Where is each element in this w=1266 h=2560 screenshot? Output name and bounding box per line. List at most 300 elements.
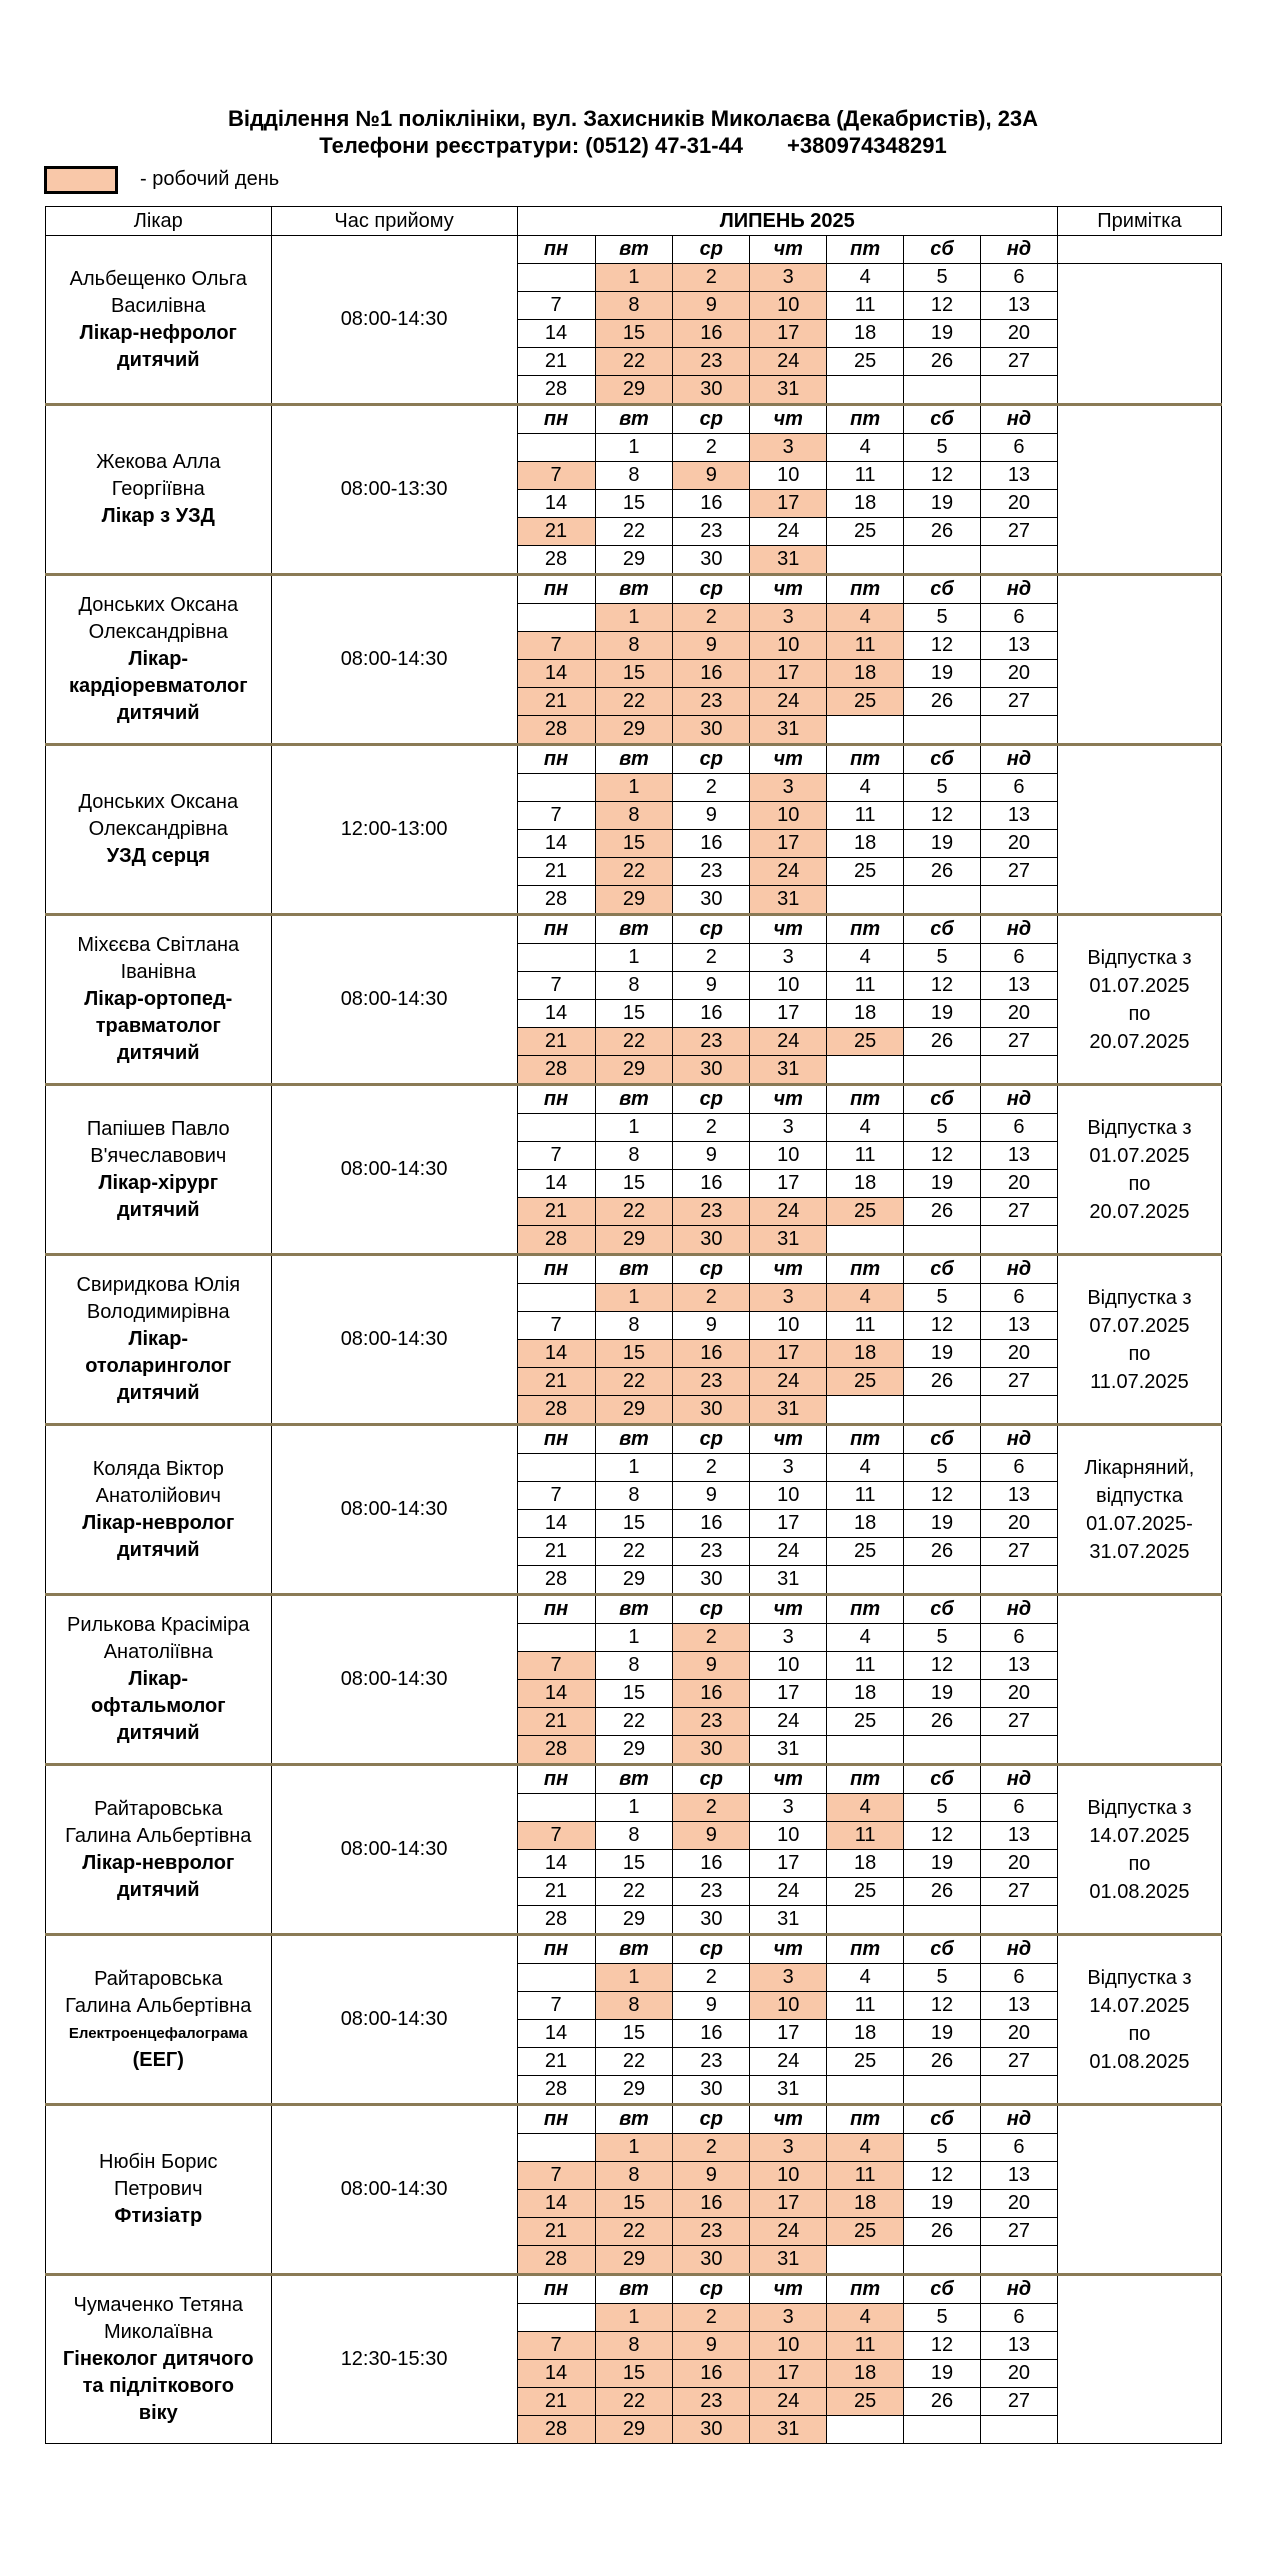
weekday-label: чт <box>750 1595 827 1624</box>
calendar-day: 20 <box>980 1000 1057 1028</box>
doctor-cell <box>46 1765 272 1935</box>
calendar-day: 20 <box>980 490 1057 518</box>
calendar-day: 20 <box>980 2360 1057 2388</box>
calendar-day: 8 <box>595 1482 673 1510</box>
doctor-block-header <box>46 575 1222 604</box>
calendar-day: 26 <box>904 1368 981 1396</box>
doctor-specialty-line: отоларинголог <box>85 1355 232 1377</box>
note-line: Відпустка з <box>1087 1796 1192 1819</box>
weekday-label: нд <box>980 1425 1057 1454</box>
calendar-day: 26 <box>904 858 981 886</box>
calendar-day: 5 <box>904 1114 981 1142</box>
calendar-day: 8 <box>595 1312 673 1340</box>
calendar-day: 23 <box>673 348 750 376</box>
weekday-label: вт <box>595 1765 673 1794</box>
calendar-day: 22 <box>595 348 673 376</box>
calendar-day: 25 <box>827 2218 904 2246</box>
note-line: по <box>1128 1002 1151 1025</box>
calendar-day: 13 <box>980 632 1057 660</box>
calendar-day: 24 <box>750 858 827 886</box>
calendar-day: 9 <box>673 1312 750 1340</box>
calendar-day: 18 <box>827 830 904 858</box>
reception-time: 08:00-14:30 <box>271 1085 517 1255</box>
doctor-cell <box>46 1255 272 1425</box>
calendar-day: 11 <box>827 1652 904 1680</box>
calendar-day: 4 <box>827 774 904 802</box>
calendar-day: 4 <box>827 604 904 632</box>
doctor-specialty-line: дитячий <box>116 1538 200 1561</box>
column-header-month: ЛИПЕНЬ 2025 <box>517 207 1057 236</box>
calendar-day: 10 <box>750 632 827 660</box>
calendar-day: 7 <box>517 802 595 830</box>
calendar-day <box>980 886 1057 915</box>
weekday-label: чт <box>750 405 827 434</box>
reception-time: 08:00-14:30 <box>271 236 517 405</box>
doctor-specialty-line: дитячий <box>116 1042 200 1064</box>
calendar-day <box>517 1114 595 1142</box>
calendar-day: 30 <box>673 2246 750 2275</box>
calendar-day: 6 <box>980 774 1057 802</box>
calendar-day: 8 <box>595 2332 673 2360</box>
calendar-day: 5 <box>904 1964 981 1992</box>
calendar-day: 23 <box>673 1028 750 1056</box>
calendar-day: 16 <box>673 2360 750 2388</box>
calendar-day: 30 <box>673 1566 750 1595</box>
calendar-day: 11 <box>827 1992 904 2020</box>
note-line: Лікарняний, <box>1084 1456 1195 1479</box>
note-cell <box>1057 1595 1221 1765</box>
calendar-day: 2 <box>673 2134 750 2162</box>
calendar-day: 26 <box>904 1028 981 1056</box>
weekday-label: сб <box>904 1595 981 1624</box>
calendar-day: 12 <box>904 1992 981 2020</box>
calendar-day: 2 <box>673 2304 750 2332</box>
calendar-day: 9 <box>673 462 750 490</box>
calendar-day <box>827 2416 904 2444</box>
calendar-day: 2 <box>673 1794 750 1822</box>
calendar-day <box>904 1566 981 1595</box>
doctor-specialty-line: дитячий <box>116 1722 200 1744</box>
calendar-day: 1 <box>595 1114 673 1142</box>
weekday-label: пн <box>517 1765 595 1794</box>
calendar-day: 28 <box>517 1396 595 1425</box>
calendar-day <box>980 1226 1057 1255</box>
calendar-day: 6 <box>980 1624 1057 1652</box>
calendar-day: 6 <box>980 1114 1057 1142</box>
doctor-name-line: Володимирівна <box>86 1301 230 1323</box>
calendar-day: 1 <box>595 2304 673 2332</box>
weekday-label: пн <box>517 1255 595 1284</box>
calendar-day: 15 <box>595 1170 673 1198</box>
weekday-label: вт <box>595 915 673 944</box>
calendar-day: 3 <box>750 1114 827 1142</box>
calendar-day: 16 <box>673 1170 750 1198</box>
calendar-day: 25 <box>827 1708 904 1736</box>
doctor-specialty-line: Лікар- <box>128 1668 189 1690</box>
doctor-name-line: Галина Альбертівна <box>65 1824 252 1847</box>
note-line: по <box>1128 2022 1151 2045</box>
column-header-note: Примітка <box>1057 207 1221 236</box>
calendar-day: 18 <box>827 1850 904 1878</box>
weekday-label: сб <box>904 1085 981 1114</box>
weekday-label: нд <box>980 1085 1057 1114</box>
doctor-specialty-line: віку <box>138 2402 178 2424</box>
calendar-day: 28 <box>517 1736 595 1765</box>
weekday-label: нд <box>980 1935 1057 1964</box>
note-cell <box>1057 2105 1221 2275</box>
calendar-day: 14 <box>517 830 595 858</box>
doctor-cell <box>46 1935 272 2105</box>
calendar-day: 7 <box>517 2332 595 2360</box>
weekday-label: пн <box>517 915 595 944</box>
calendar-day: 13 <box>980 1142 1057 1170</box>
weekday-label: пт <box>827 2105 904 2134</box>
calendar-day: 3 <box>750 2134 827 2162</box>
calendar-day: 16 <box>673 320 750 348</box>
calendar-day: 21 <box>517 1198 595 1226</box>
calendar-day: 12 <box>904 1142 981 1170</box>
calendar-day: 8 <box>595 1142 673 1170</box>
calendar-day: 11 <box>827 462 904 490</box>
calendar-day: 10 <box>750 802 827 830</box>
weekday-label: пт <box>827 1935 904 1964</box>
calendar-day <box>904 1226 981 1255</box>
calendar-day: 14 <box>517 1680 595 1708</box>
calendar-day: 1 <box>595 2134 673 2162</box>
phone-label: Телефони реєстратури: (0512) 47-31-44 <box>319 133 744 158</box>
calendar-day: 24 <box>750 2218 827 2246</box>
doctor-cell <box>46 2275 272 2444</box>
weekday-label: ср <box>673 575 750 604</box>
calendar-day: 19 <box>904 490 981 518</box>
calendar-day: 4 <box>827 1794 904 1822</box>
calendar-day: 14 <box>517 1000 595 1028</box>
calendar-day: 25 <box>827 518 904 546</box>
calendar-day: 18 <box>827 1680 904 1708</box>
calendar-day: 27 <box>980 2388 1057 2416</box>
calendar-day: 10 <box>750 2332 827 2360</box>
calendar-day: 30 <box>673 2076 750 2105</box>
calendar-day: 18 <box>827 660 904 688</box>
calendar-day: 1 <box>595 1794 673 1822</box>
note-line: Відпустка з <box>1087 946 1192 969</box>
doctor-name-line: Папішев Павло <box>86 1117 230 1140</box>
calendar-day: 6 <box>980 1284 1057 1312</box>
calendar-day: 6 <box>980 604 1057 632</box>
calendar-day <box>517 1794 595 1822</box>
note-cell <box>1057 405 1221 575</box>
calendar-day: 14 <box>517 2190 595 2218</box>
phones-line <box>0 133 1266 159</box>
calendar-day: 9 <box>673 1482 750 1510</box>
calendar-day: 7 <box>517 1822 595 1850</box>
weekday-label: пт <box>827 745 904 774</box>
calendar-day: 30 <box>673 1396 750 1425</box>
calendar-day: 4 <box>827 264 904 292</box>
calendar-day: 13 <box>980 2332 1057 2360</box>
calendar-day: 8 <box>595 462 673 490</box>
calendar-day: 24 <box>750 1708 827 1736</box>
calendar-day: 5 <box>904 1454 981 1482</box>
calendar-day: 22 <box>595 1028 673 1056</box>
calendar-day: 22 <box>595 2048 673 2076</box>
weekday-label: нд <box>980 1255 1057 1284</box>
calendar-day: 2 <box>673 1624 750 1652</box>
phone-mobile: +380974348291 <box>787 133 947 158</box>
calendar-day: 15 <box>595 1680 673 1708</box>
doctor-specialty-line: дитячий <box>116 1198 200 1221</box>
calendar-day: 13 <box>980 1652 1057 1680</box>
calendar-day: 25 <box>827 1028 904 1056</box>
doctor-name-line: В'ячеславович <box>90 1144 227 1167</box>
doctor-block-header <box>46 745 1222 774</box>
calendar-day <box>517 264 595 292</box>
weekday-label: ср <box>673 1085 750 1114</box>
calendar-day: 6 <box>980 1964 1057 1992</box>
calendar-day: 24 <box>750 688 827 716</box>
doctor-specialty-line: Лікар-хірург <box>98 1171 219 1194</box>
doctor-name-line: Коляда Віктор <box>92 1457 224 1480</box>
calendar-day: 17 <box>750 320 827 348</box>
calendar-day: 25 <box>827 1368 904 1396</box>
calendar-day: 23 <box>673 518 750 546</box>
calendar-day: 14 <box>517 1340 595 1368</box>
calendar-day: 1 <box>595 434 673 462</box>
calendar-day: 27 <box>980 348 1057 376</box>
weekday-label: пн <box>517 575 595 604</box>
note-cell <box>1057 745 1221 915</box>
calendar-day: 26 <box>904 518 981 546</box>
calendar-day: 15 <box>595 320 673 348</box>
note-cell <box>1057 264 1221 405</box>
doctor-specialty-line: Електроенцефалограма <box>68 2024 248 2042</box>
page-title: Відділення №1 поліклініки, вул. Захисників Миколаєва (Декабристів), 23А <box>227 106 1039 131</box>
calendar-day: 19 <box>904 2190 981 2218</box>
doctor-specialty-line: та підліткового <box>82 2375 234 2397</box>
calendar-day: 22 <box>595 518 673 546</box>
calendar-day: 29 <box>595 1396 673 1425</box>
calendar-day: 31 <box>750 1226 827 1255</box>
calendar-day: 23 <box>673 2048 750 2076</box>
weekday-label: сб <box>904 1425 981 1454</box>
calendar-day: 22 <box>595 2218 673 2246</box>
weekday-label: нд <box>980 745 1057 774</box>
calendar-day <box>517 774 595 802</box>
calendar-day: 30 <box>673 376 750 405</box>
weekday-label: сб <box>904 1935 981 1964</box>
calendar-day: 16 <box>673 1000 750 1028</box>
doctor-cell <box>46 1595 272 1765</box>
calendar-day <box>517 1624 595 1652</box>
reception-time: 08:00-14:30 <box>271 1935 517 2105</box>
calendar-day <box>827 376 904 405</box>
calendar-day: 12 <box>904 1312 981 1340</box>
weekday-label: чт <box>750 1935 827 1964</box>
calendar-day: 25 <box>827 1538 904 1566</box>
calendar-day: 5 <box>904 2134 981 2162</box>
doctor-cell <box>46 1085 272 1255</box>
calendar-day: 22 <box>595 2388 673 2416</box>
calendar-day: 16 <box>673 1510 750 1538</box>
doctor-cell <box>46 915 272 1085</box>
calendar-day: 9 <box>673 972 750 1000</box>
calendar-day: 15 <box>595 830 673 858</box>
calendar-day: 20 <box>980 1510 1057 1538</box>
calendar-day: 13 <box>980 1822 1057 1850</box>
calendar-day <box>904 1396 981 1425</box>
calendar-day: 1 <box>595 944 673 972</box>
calendar-day: 21 <box>517 518 595 546</box>
calendar-day <box>827 1056 904 1085</box>
calendar-day: 10 <box>750 462 827 490</box>
calendar-day: 21 <box>517 2048 595 2076</box>
doctor-name-line: Жекова Алла <box>96 451 221 473</box>
calendar-day <box>980 716 1057 745</box>
calendar-day: 24 <box>750 1368 827 1396</box>
calendar-day: 9 <box>673 1822 750 1850</box>
weekday-label: чт <box>750 1255 827 1284</box>
calendar-day: 28 <box>517 2416 595 2444</box>
weekday-label: пт <box>827 575 904 604</box>
calendar-day: 5 <box>904 1794 981 1822</box>
note-cell <box>1057 1255 1221 1425</box>
calendar-day: 9 <box>673 2162 750 2190</box>
doctor-specialty-line: дитячий <box>116 1382 200 1404</box>
calendar-day: 20 <box>980 1850 1057 1878</box>
calendar-day: 12 <box>904 972 981 1000</box>
note-line: 01.07.2025 <box>1089 1144 1190 1167</box>
calendar-day: 2 <box>673 1964 750 1992</box>
calendar-day: 18 <box>827 1510 904 1538</box>
weekday-label: нд <box>980 2275 1057 2304</box>
calendar-day: 17 <box>750 660 827 688</box>
note-line: 01.08.2025 <box>1089 2050 1190 2073</box>
weekday-label: пт <box>827 1765 904 1794</box>
calendar-day: 7 <box>517 1142 595 1170</box>
calendar-day: 19 <box>904 1680 981 1708</box>
calendar-day <box>517 1454 595 1482</box>
calendar-day: 20 <box>980 1340 1057 1368</box>
calendar-day: 21 <box>517 348 595 376</box>
weekday-label: нд <box>980 915 1057 944</box>
calendar-day: 28 <box>517 1566 595 1595</box>
calendar-day: 15 <box>595 490 673 518</box>
note-line: відпустка <box>1096 1484 1183 1507</box>
calendar-day: 4 <box>827 1624 904 1652</box>
calendar-day: 17 <box>750 1510 827 1538</box>
calendar-day: 10 <box>750 1822 827 1850</box>
calendar-day: 2 <box>673 1284 750 1312</box>
calendar-day: 6 <box>980 2134 1057 2162</box>
calendar-day: 31 <box>750 1736 827 1765</box>
calendar-day: 25 <box>827 688 904 716</box>
calendar-day <box>827 1226 904 1255</box>
legend-text: - робочий день <box>140 168 280 190</box>
calendar-day: 30 <box>673 1736 750 1765</box>
calendar-day: 21 <box>517 1708 595 1736</box>
calendar-day <box>517 1964 595 1992</box>
calendar-day: 1 <box>595 1624 673 1652</box>
doctor-specialty-line: Лікар- <box>128 1328 189 1350</box>
note-line: 20.07.2025 <box>1089 1200 1190 1223</box>
calendar-day: 20 <box>980 1680 1057 1708</box>
calendar-day <box>904 1056 981 1085</box>
doctor-name-line: Донських Оксана <box>78 594 239 616</box>
calendar-day: 20 <box>980 320 1057 348</box>
calendar-day <box>904 546 981 575</box>
calendar-day: 27 <box>980 2048 1057 2076</box>
calendar-day: 11 <box>827 2162 904 2190</box>
calendar-day: 12 <box>904 1652 981 1680</box>
weekday-label: пн <box>517 1425 595 1454</box>
calendar-day: 7 <box>517 1482 595 1510</box>
calendar-day: 18 <box>827 1170 904 1198</box>
calendar-day <box>517 604 595 632</box>
calendar-day: 22 <box>595 1878 673 1906</box>
calendar-day: 25 <box>827 858 904 886</box>
note-cell <box>1057 1085 1221 1255</box>
calendar-day: 18 <box>827 2020 904 2048</box>
calendar-day: 5 <box>904 774 981 802</box>
note-cell <box>1057 1425 1221 1595</box>
doctor-specialty-line: дитячий <box>116 348 200 371</box>
calendar-day: 25 <box>827 348 904 376</box>
doctor-block-header <box>46 236 1222 264</box>
note-cell <box>1057 1765 1221 1935</box>
calendar-day <box>980 1396 1057 1425</box>
doctor-name-line: Альбещенко Ольга <box>69 267 247 290</box>
calendar-day: 18 <box>827 490 904 518</box>
weekday-label: нд <box>980 236 1057 264</box>
calendar-day: 25 <box>827 1878 904 1906</box>
weekday-label: чт <box>750 745 827 774</box>
calendar-day: 26 <box>904 348 981 376</box>
note-cell <box>1057 1935 1221 2105</box>
calendar-day: 19 <box>904 1340 981 1368</box>
calendar-day: 16 <box>673 830 750 858</box>
calendar-day: 3 <box>750 1964 827 1992</box>
doctor-block-header <box>46 2275 1222 2304</box>
calendar-day: 18 <box>827 2360 904 2388</box>
calendar-day: 7 <box>517 1992 595 2020</box>
calendar-day: 19 <box>904 1170 981 1198</box>
note-line: 01.07.2025 <box>1089 974 1190 997</box>
doctor-name-line: Василівна <box>111 294 206 317</box>
calendar-day: 3 <box>750 774 827 802</box>
calendar-day: 12 <box>904 2332 981 2360</box>
doctor-block-header <box>46 405 1222 434</box>
doctor-name-line: Райтаровська <box>94 1967 223 1990</box>
calendar-day: 20 <box>980 660 1057 688</box>
calendar-day: 31 <box>750 1056 827 1085</box>
calendar-day: 7 <box>517 1312 595 1340</box>
calendar-day <box>904 2076 981 2105</box>
note-line: Відпустка з <box>1087 1966 1192 1989</box>
calendar-day: 30 <box>673 886 750 915</box>
calendar-day: 10 <box>750 972 827 1000</box>
calendar-day: 3 <box>750 604 827 632</box>
calendar-day: 19 <box>904 1850 981 1878</box>
calendar-day: 30 <box>673 1906 750 1935</box>
calendar-day: 15 <box>595 2190 673 2218</box>
weekday-label: ср <box>673 1255 750 1284</box>
schedule-table <box>45 206 1222 2444</box>
calendar-day <box>904 1736 981 1765</box>
calendar-day: 11 <box>827 972 904 1000</box>
doctor-specialty-line: Гінеколог дитячого <box>62 2348 254 2370</box>
calendar-day: 16 <box>673 490 750 518</box>
calendar-day: 4 <box>827 2304 904 2332</box>
